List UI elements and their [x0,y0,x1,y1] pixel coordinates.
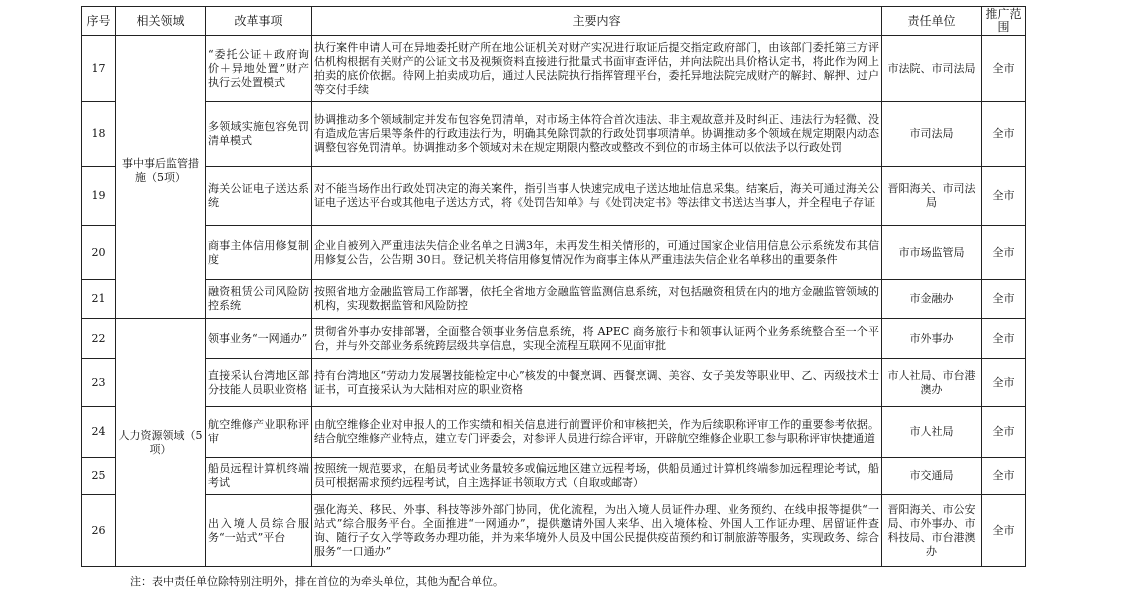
row-content: 执行案件申请人可在异地委托财产所在地公证机关对财产实况进行取证后提交指定政府部门，由该部门委托第三方评估机构根据有关财产的公证文书及视频资料直接进行批量式书面审查评估，并向法院出具价格认定书，将此作为网上拍卖的底价依据。待网上拍卖成功后，通过人民法院执行指挥管理平台，委托异地法院完成财产的解封、解押、过户等交付手续 [312,36,882,102]
row-scope: 全市 [982,359,1026,407]
row-content: 强化海关、移民、外事、科技等涉外部门协同，优化流程，为出入境人员证件办理、业务预约、在线申报等提供“一站式”综合服务平台。全面推进“一网通办”，提供邀请外国人来华、出入境体检、外国人工作证办理、居留证件查询、随行子女入学等政务办理功能，并为来华境外人员及中国公民提供疫苗预约和订制旅游等服务，实现政务、综合服务“一口通办” [312,495,882,567]
row-scope: 全市 [982,319,1026,359]
row-item: 出入境人员综合服务“一站式”平台 [206,495,312,567]
row-item: 航空维修产业职称评审 [206,407,312,458]
row-content: 由航空维修企业对申报人的工作实绩和相关信息进行前置评价和审核把关，作为后续职称评审工作的重要参考依据。结合航空维修产业特点，建立专门评委会，对参评人员进行综合评审，开辟航空维修企业职工参与职称评审快捷通道 [312,407,882,458]
reform-items-table [81,6,1026,567]
group-supervision-cont [116,226,206,280]
row-content: 按照省地方金融监管局工作部署，依托全省地方金融监管监测信息系统，对包括融资租赁在内的地方金融监管领域的机构，实现数据监管和风险防控 [312,280,882,319]
row-item: 海关公证电子送达系统 [206,167,312,226]
row-unit: 市司法局 [882,102,982,167]
row-scope: 全市 [982,458,1026,495]
row-unit: 晋阳海关、市公安局、市外事办、市科技局、市台港澳办 [882,495,982,567]
group-label-supervision: 事中事后监管措施（5项） [122,156,199,184]
row-content: 协调推动多个领域制定并发布包容免罚清单，对市场主体符合首次违法、非主观故意并及时纠正、违法行为轻微、没有造成危害后果等条件的行政违法行为，明确其免除罚款的行政处罚事项清单。协调推动多个领域在规定期限内动态调整包容免罚清单。协调推动多个领域对未在规定期限内整改或整改不到位的市场主体可以依法予以行政处罚 [312,102,882,167]
row-no: 25 [82,458,116,495]
header-field: 相关领域 [116,7,206,36]
row-item: 融资租赁公司风险防控系统 [206,280,312,319]
row-item: “委托公证＋政府询价＋异地处置”财产执行云处置模式 [206,36,312,102]
group-supervision [116,36,206,102]
row-unit: 市外事办 [882,319,982,359]
header-scope: 推广范围 [982,7,1026,36]
group-supervision-end [116,280,206,319]
row-scope: 全市 [982,495,1026,567]
group-label-hr: 人力资源领域（5项） [116,319,206,567]
row-no: 24 [82,407,116,458]
row-unit: 晋阳海关、市司法局 [882,167,982,226]
row-no: 22 [82,319,116,359]
row-scope: 全市 [982,102,1026,167]
table-row [82,407,1026,458]
row-content: 对不能当场作出行政处罚决定的海关案件，指引当事人快速完成电子送达地址信息采集。结案后，海关可通过海关公证电子送达平台或其他电子送达方式，将《处罚告知单》与《处罚决定书》等法律文书送达当事人，并全程电子存证 [312,167,882,226]
table-row [82,102,1026,167]
row-content: 贯彻省外事办安排部署，全面整合领事业务信息系统，将 APEC 商务旅行卡和领事认证两个业务系统整合至一个平台，并与外交部业务系统跨层级共享信息，实现全流程互联网不见面审批 [312,319,882,359]
row-unit: 市法院、市司法局 [882,36,982,102]
row-unit: 市市场监管局 [882,226,982,280]
row-content: 企业自被列入严重违法失信企业名单之日满3年，未再发生相关情形的，可通过国家企业信用信息公示系统发布其信用修复公告，公告期 30日。登记机关将信用修复情况作为商事主体从严重违法失信企业名单移出的重要条件 [312,226,882,280]
row-unit: 市人社局、市台港澳办 [882,359,982,407]
row-scope: 全市 [982,280,1026,319]
row-unit: 市金融办 [882,280,982,319]
table-header-row [82,7,1026,36]
row-no: 20 [82,226,116,280]
header-item: 改革事项 [206,7,312,36]
row-no: 23 [82,359,116,407]
table-row [82,36,1026,102]
row-no: 18 [82,102,116,167]
policy-table-document [81,6,1025,567]
row-content: 持有台湾地区“劳动力发展署技能检定中心”核发的中餐烹调、西餐烹调、美容、女子美发等职业甲、乙、丙级技术士证书，可直接采认为大陆相对应的职业资格 [312,359,882,407]
table-row [82,167,1026,226]
row-scope: 全市 [982,226,1026,280]
row-no: 26 [82,495,116,567]
table-row [82,458,1026,495]
header-unit: 责任单位 [882,7,982,36]
row-content: 按照统一规范要求，在船员考试业务量较多或偏远地区建立远程考场，供船员通过计算机终端参加远程理论考试，船员可根据需求预约远程考试，自主选择证书领取方式（自取或邮寄） [312,458,882,495]
table-row [82,319,1026,359]
row-no: 17 [82,36,116,102]
table-row [82,280,1026,319]
header-no: 序号 [82,7,116,36]
row-item: 领事业务“一网通办” [206,319,312,359]
group-supervision-mid [116,102,206,184]
row-scope: 全市 [982,167,1026,226]
table-row [82,495,1026,567]
row-no: 21 [82,280,116,319]
row-scope: 全市 [982,36,1026,102]
row-item: 船员远程计算机终端考试 [206,458,312,495]
row-no: 19 [82,167,116,226]
table-row [82,226,1026,280]
row-scope: 全市 [982,407,1026,458]
row-item: 多领域实施包容免罚清单模式 [206,102,312,167]
row-unit: 市交通局 [882,458,982,495]
table-row [82,359,1026,407]
row-unit: 市人社局 [882,407,982,458]
table-footnote: 注：表中责任单位除特别注明外，排在首位的为牵头单位，其他为配合单位。 [130,575,504,588]
row-item: 商事主体信用修复制度 [206,226,312,280]
row-item: 直接采认台湾地区部分技能人员职业资格 [206,359,312,407]
header-content: 主要内容 [312,7,882,36]
